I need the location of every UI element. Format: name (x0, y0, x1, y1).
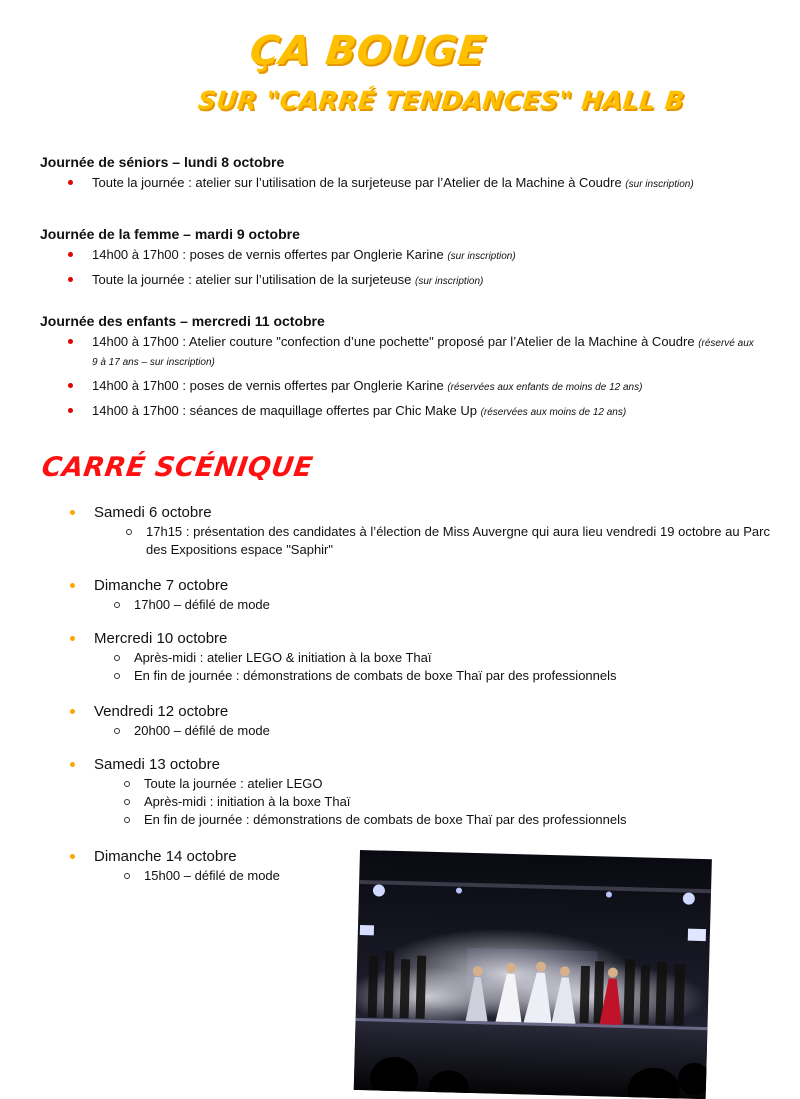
list-item: Après-midi : initiation à la boxe Thaï (144, 793, 770, 811)
list-item: 14h00 à 17h00 : Atelier couture "confection d’une pochette" proposé par l’Atelier de la Machine à Coudre (réservé aux 9 à 17 ans – sur inscription) (92, 333, 760, 371)
fashion-show-photo (354, 850, 712, 1099)
date-label: Dimanche 7 octobre (70, 576, 770, 596)
stage-illustration (354, 850, 712, 1099)
list-item: Toute la journée : atelier LEGO (144, 775, 770, 793)
activity-list (40, 174, 760, 193)
activity-list (40, 333, 760, 421)
sub-list (70, 775, 770, 829)
date-block (70, 503, 770, 559)
date-label: Mercredi 10 octobre (70, 629, 770, 649)
list-item: En fin de journée : démonstrations de combats de boxe Thaï par des professionnels (134, 667, 770, 685)
list-item: Toute la journée : atelier sur l’utilisation de la surjeteuse (sur inscription) (92, 271, 760, 290)
date-label: Vendredi 12 octobre (70, 702, 770, 722)
list-item: 14h00 à 17h00 : séances de maquillage offertes par Chic Make Up (réservées aux moins de 12 ans) (92, 402, 760, 421)
page-title: ÇA BOUGE (247, 28, 488, 74)
sub-list (70, 596, 770, 614)
day-heading: Journée de la femme – mardi 9 octobre (40, 226, 300, 242)
list-item: 17h00 – défilé de mode (134, 596, 770, 614)
item-note: (sur inscription) (625, 179, 694, 190)
date-label: Dimanche 14 octobre (70, 847, 350, 867)
activity-list (40, 246, 760, 290)
date-block (70, 629, 770, 685)
list-item: 14h00 à 17h00 : poses de vernis offertes par Onglerie Karine (sur inscription) (92, 246, 760, 265)
list-item: 15h00 – défilé de mode (144, 867, 350, 885)
list-item: 14h00 à 17h00 : poses de vernis offertes par Onglerie Karine (réservées aux enfants de moins de 12 ans) (92, 377, 760, 396)
day-block-seniors (40, 154, 760, 199)
sub-list (70, 722, 770, 740)
sub-list (70, 523, 770, 559)
list-item: En fin de journée : démonstrations de combats de boxe Thaï par des professionnels (144, 811, 770, 829)
list-item: 17h15 : présentation des candidates à l’élection de Miss Auvergne qui aura lieu vendredi 19 octobre au Parc des Expositions espace "Saphir" (146, 524, 770, 557)
item-note: (réservées aux enfants de moins de 12 ans) (447, 382, 643, 393)
section-title: CARRÉ SCÉNIQUE (39, 452, 315, 483)
item-note: (réservées aux moins de 12 ans) (480, 407, 627, 418)
page-subtitle: SUR "CARRÉ TENDANCES" HALL B (196, 86, 686, 115)
list-item: Toute la journée : atelier sur l’utilisation de la surjeteuse par l’Atelier de la Machine à Coudre (sur inscription) (92, 174, 760, 193)
day-heading: Journée de séniors – lundi 8 octobre (40, 154, 285, 170)
date-block (70, 755, 770, 829)
day-heading: Journée des enfants – mercredi 11 octobre (40, 313, 325, 329)
item-note: (sur inscription) (447, 251, 516, 262)
date-block (70, 702, 770, 740)
sub-list (70, 867, 350, 885)
item-note: (sur inscription) (415, 276, 484, 287)
day-block-femme (40, 226, 760, 296)
item-note: (réservé aux 9 à 17 ans – sur inscription) (92, 338, 754, 368)
list-item: Après-midi : atelier LEGO & initiation à la boxe Thaï (134, 649, 770, 667)
date-label: Samedi 6 octobre (70, 503, 770, 523)
day-block-enfants (40, 313, 760, 427)
sub-list (70, 649, 770, 685)
date-label: Samedi 13 octobre (70, 755, 770, 775)
date-block (70, 576, 770, 614)
date-block (70, 847, 350, 885)
list-item: 20h00 – défilé de mode (134, 722, 770, 740)
